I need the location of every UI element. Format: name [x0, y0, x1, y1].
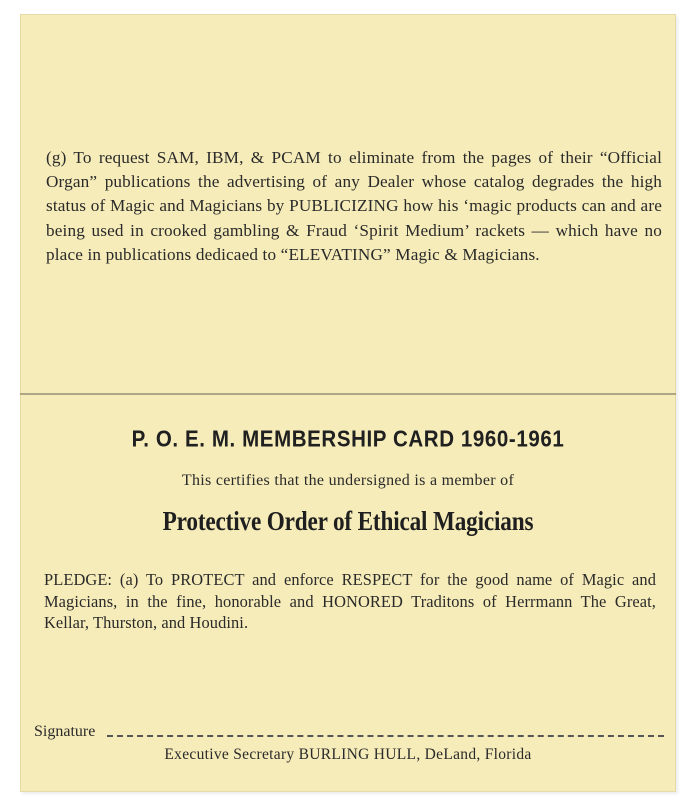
certifies-text: This certifies that the undersigned is a member of [181, 472, 515, 489]
organization-name: Protective Order of Ethical Magicians [162, 506, 534, 536]
paragraph-g: (g) To request SAM, IBM, & PCAM to eliminate from the pages of their “Official Organ” publications the advertising of any Dealer whose catalog degrades the high status of Magic and Magicians by PUBLICIZING how his ‘magic products can and are being used in crooked gambling & Fraud ‘Spirit Medium’ rackets — which have no place in publications dedicaed to “ELEVATING” Magic & Magicians. [46, 148, 662, 264]
pledge-text: PLEDGE: (a) To PROTECT and enforce RESPECT for the good name of Magic and Magicians, in the fine, honorable and HONORED Traditons of Herrmann The Great, Kellar, Thurston, and Houdini. [44, 570, 656, 632]
executive-secretary-line: Executive Secretary BURLING HULL, DeLand, Florida [164, 746, 532, 763]
membership-card [20, 14, 676, 792]
signature-row [34, 721, 664, 741]
card-title: P. O. E. M. MEMBERSHIP CARD 1960-1961 [131, 426, 565, 453]
signature-line [107, 735, 664, 737]
fold-line [20, 393, 676, 395]
signature-label: Signature [34, 723, 96, 740]
